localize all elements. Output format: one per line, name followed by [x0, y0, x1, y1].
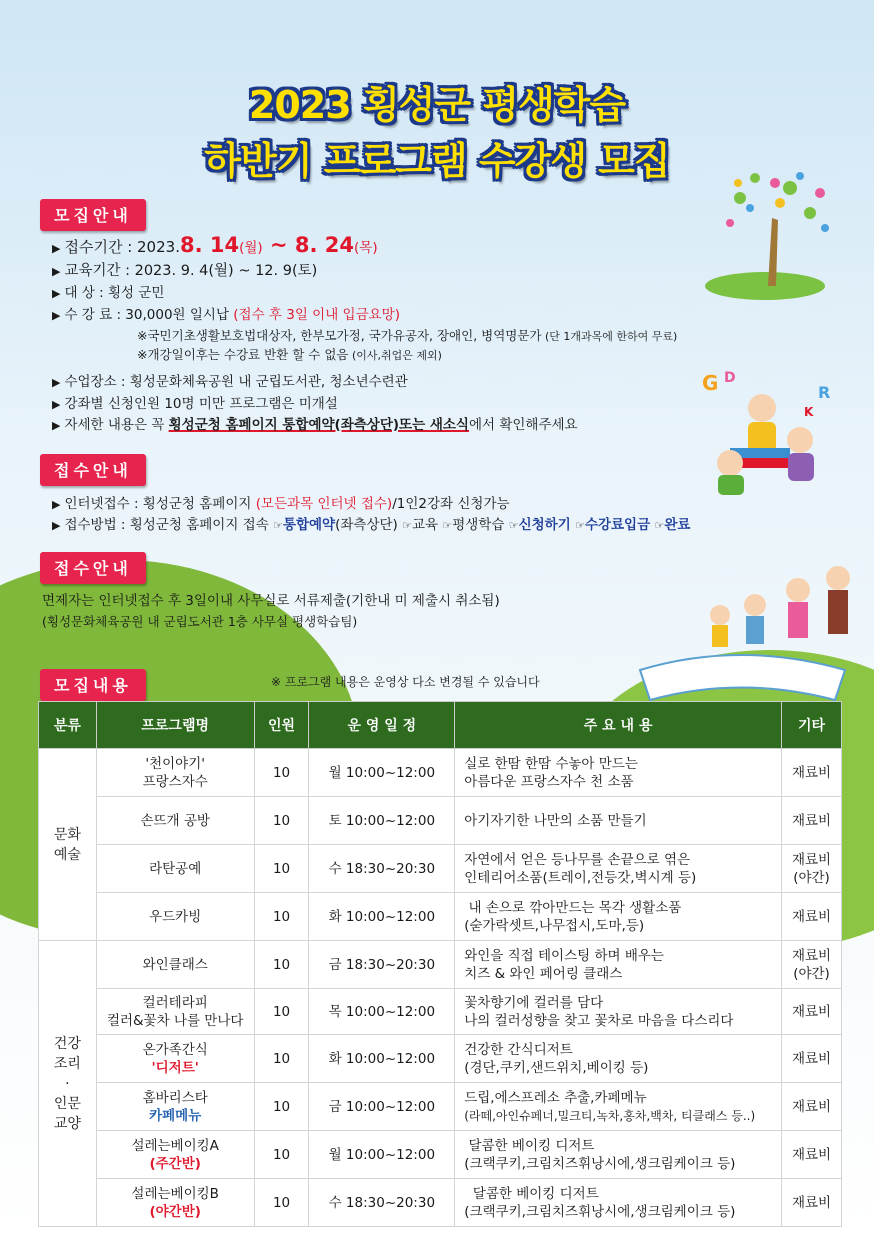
- schedule-cell-text: 금 10:00~12:00: [328, 1098, 436, 1115]
- etc-cell-text: 재료비: [791, 764, 832, 781]
- table-row: [39, 893, 842, 941]
- table-row: [39, 749, 842, 797]
- minimum-notice: ▶ 강좌별 신청인원 10명 미만 프로그램은 미개설: [52, 396, 338, 412]
- etc-cell-text: 재료비: [791, 851, 832, 868]
- content-cell-text: 치즈 & 와인 페어링 클래스: [464, 965, 623, 982]
- svg-text:G: G: [702, 371, 719, 395]
- internet-application: ▶ 인터넷접수 : 횡성군청 홈페이지 (모든과목 인터넷 접수)/1인2강좌 신청가능: [52, 496, 510, 512]
- program-name-cell-text: 온가족간식: [142, 1041, 208, 1058]
- program-name-cell: [96, 1179, 254, 1227]
- content-cell-text: 내 손으로 깎아만드는 목각 생활소품: [464, 899, 682, 916]
- detail-notice: ▶ 자세한 내용은 꼭 횡성군청 홈페이지 통합예약(좌측상단)또는 새소식에서 확인해주세요: [52, 417, 578, 433]
- header-content: 주 요 내 용: [455, 702, 782, 749]
- capacity-cell: [254, 749, 309, 797]
- table-row: [39, 845, 842, 893]
- table-row: [39, 1179, 842, 1227]
- change-notice: ※ 프로그램 내용은 운영상 다소 변경될 수 있습니다: [271, 675, 540, 689]
- svg-text:K: K: [804, 405, 814, 419]
- arrow-icon: ▶: [52, 309, 61, 322]
- program-name-cell-text: 컬러테라피: [142, 994, 208, 1011]
- schedule-cell: [309, 1179, 455, 1227]
- pointing-hand-icon: ☞: [273, 519, 283, 532]
- program-name-cell-text: '천이야기': [145, 755, 205, 772]
- arrow-icon: ▶: [52, 498, 61, 511]
- program-name-cell-text: '디저트': [151, 1059, 199, 1076]
- program-name-cell: [96, 749, 254, 797]
- program-name-cell-text: 컬러&꽃차 나를 만나다: [106, 1012, 244, 1029]
- capacity-cell: [254, 893, 309, 941]
- content-cell-text: 인테리어소품(트레이,전등갓,벽시계 등): [464, 869, 697, 886]
- etc-cell: [782, 989, 842, 1035]
- program-name-cell-text: 우드카빙: [149, 908, 202, 925]
- schedule-cell-text: 화 10:00~12:00: [328, 1050, 436, 1067]
- arrow-icon: ▶: [52, 242, 61, 255]
- program-table: [38, 701, 842, 1227]
- table-row: [39, 1131, 842, 1179]
- refund-note: ※개강일이후는 수강료 반환 할 수 없음 (이사,취업은 제외): [137, 347, 442, 362]
- content-cell: [455, 941, 782, 989]
- etc-cell: [782, 749, 842, 797]
- capacity-cell: [254, 989, 309, 1035]
- content-cell-text: 건강한 간식디저트: [464, 1041, 573, 1058]
- svg-text:D: D: [724, 370, 736, 386]
- content-cell-text: 달콤한 베이킹 디저트: [464, 1185, 599, 1202]
- application-method: ▶ 접수방법 : 횡성군청 홈페이지 접속 ☞통합예약(좌측상단) ☞교육 ☞평생학습 ☞신청하기 ☞수강료입금 ☞완료: [52, 517, 691, 533]
- program-name-cell: [96, 1035, 254, 1083]
- capacity-cell: [254, 797, 309, 845]
- table-row: [39, 797, 842, 845]
- header-program: 프로그램명: [96, 702, 254, 749]
- program-name-cell-text: 라탄공예: [149, 860, 202, 877]
- fee: ▶ 수 강 료 : 30,000원 일시납 (접수 후 3일 이내 입금요망): [52, 307, 400, 323]
- program-name-cell-text: 설레는베이킹B: [131, 1185, 219, 1202]
- page-title-line1: 2023 횡성군 평생학습: [248, 83, 626, 127]
- table-row: [39, 1083, 842, 1131]
- schedule-cell: [309, 749, 455, 797]
- program-name-cell: [96, 1083, 254, 1131]
- capacity-cell: [254, 1179, 309, 1227]
- etc-cell-text: 재료비: [791, 812, 832, 829]
- content-cell-text: 와인을 직접 테이스팅 하며 배우는: [464, 947, 664, 964]
- pointing-hand-icon: ☞: [575, 519, 585, 532]
- schedule-cell: [309, 893, 455, 941]
- etc-cell-text: 재료비: [791, 908, 832, 925]
- category-cell: 건강 조리 · 인문 교양: [39, 941, 97, 1227]
- capacity-cell-text: 10: [272, 908, 291, 925]
- schedule-cell-text: 목 10:00~12:00: [328, 1003, 436, 1020]
- children-on-book-illustration: [620, 560, 860, 720]
- table-header-row: [39, 702, 842, 749]
- program-name-cell-text: 손뜨개 공방: [140, 812, 210, 829]
- table-row: [39, 1035, 842, 1083]
- capacity-cell: [254, 1083, 309, 1131]
- program-name-cell-text: 카페메뉴: [149, 1107, 202, 1124]
- etc-cell: [782, 1179, 842, 1227]
- content-cell: [455, 1035, 782, 1083]
- content-cell-text: 실로 한땀 한땀 수놓아 만드는: [464, 755, 638, 772]
- arrow-icon: ▶: [52, 287, 61, 300]
- arrow-icon: ▶: [52, 398, 61, 411]
- pointing-hand-icon: ☞: [402, 519, 412, 532]
- program-name-cell-text: 설레는베이킹A: [131, 1137, 219, 1154]
- schedule-cell-text: 수 18:30~20:30: [328, 1194, 436, 1211]
- capacity-cell-text: 10: [272, 860, 291, 877]
- content-cell-text: (라떼,아인슈페너,밀크티,녹차,홍차,백차, 티클래스 등..): [464, 1108, 756, 1123]
- schedule-cell: [309, 1035, 455, 1083]
- program-name-cell: [96, 989, 254, 1035]
- content-cell: [455, 845, 782, 893]
- schedule-cell: [309, 989, 455, 1035]
- schedule-cell: [309, 797, 455, 845]
- class-place: ▶ 수업장소 : 횡성문화체육공원 내 군립도서관, 청소년수련관: [52, 374, 408, 390]
- program-name-cell-text: 홈바리스타: [142, 1089, 208, 1106]
- exemption-office: (횡성문화체육공원 내 군립도서관 1층 사무실 평생학습팀): [42, 614, 358, 629]
- recruit-content-badge: 모집내용: [40, 669, 146, 701]
- etc-cell: [782, 1131, 842, 1179]
- category-cell: 문화 예술: [39, 749, 97, 941]
- content-cell: [455, 989, 782, 1035]
- exemption-info-badge: 접수안내: [40, 552, 146, 584]
- pointing-hand-icon: ☞: [508, 519, 519, 532]
- arrow-icon: ▶: [52, 265, 61, 278]
- etc-cell-text: 재료비: [791, 947, 832, 964]
- content-cell-text: 나의 컬러성향을 찾고 꽃차로 마음을 다스리다: [464, 1012, 734, 1029]
- etc-cell-text: (야간): [793, 965, 830, 982]
- program-name-cell-text: 와인클래스: [142, 956, 208, 973]
- etc-cell-text: 재료비: [791, 1050, 832, 1067]
- schedule-cell: [309, 845, 455, 893]
- program-name-cell-text: (야간반): [149, 1203, 201, 1220]
- content-cell: [455, 1179, 782, 1227]
- schedule-cell: [309, 941, 455, 989]
- homepage-link[interactable]: 횡성군청 홈페이지 통합예약(좌측상단)또는 새소식: [168, 417, 469, 433]
- capacity-cell: [254, 1131, 309, 1179]
- schedule-cell-text: 화 10:00~12:00: [328, 908, 436, 925]
- content-cell-text: 드립,에스프레소 추출,카페메뉴: [464, 1089, 647, 1106]
- content-cell-text: 아기자기한 나만의 소품 만들기: [464, 812, 647, 829]
- content-cell: [455, 749, 782, 797]
- content-cell-text: (경단,쿠키,샌드위치,베이킹 등): [464, 1059, 649, 1076]
- recruit-info-badge: 모집안내: [40, 199, 146, 231]
- education-period: ▶ 교육기간 : 2023. 9. 4(월) ~ 12. 9(토): [52, 263, 318, 279]
- etc-cell-text: 재료비: [791, 1194, 832, 1211]
- pointing-hand-icon: ☞: [654, 519, 665, 532]
- arrow-icon: ▶: [52, 376, 61, 389]
- capacity-cell-text: 10: [272, 1194, 291, 1211]
- etc-cell-text: 재료비: [791, 1098, 832, 1115]
- header-etc: 기타: [782, 702, 842, 749]
- header-schedule: 운 영 일 정: [309, 702, 455, 749]
- program-name-cell: [96, 893, 254, 941]
- capacity-cell: [254, 845, 309, 893]
- content-cell-text: 자연에서 얻은 등나무를 손끝으로 엮은: [464, 851, 691, 868]
- header-capacity: 인원: [254, 702, 309, 749]
- program-name-cell: [96, 941, 254, 989]
- capacity-cell-text: 10: [272, 812, 291, 829]
- arrow-icon: ▶: [52, 519, 61, 532]
- content-cell-text: (숟가락셋트,나무접시,도마,등): [464, 917, 645, 934]
- program-name-cell: [96, 845, 254, 893]
- program-name-cell-text: (주간반): [149, 1155, 201, 1172]
- capacity-cell-text: 10: [272, 1050, 291, 1067]
- etc-cell: [782, 1083, 842, 1131]
- content-cell: [455, 1131, 782, 1179]
- program-name-cell: [96, 797, 254, 845]
- svg-text:R: R: [818, 383, 831, 402]
- etc-cell: [782, 893, 842, 941]
- etc-cell-text: 재료비: [791, 1146, 832, 1163]
- content-cell: [455, 1083, 782, 1131]
- reception-period: ▶ 접수기간 : 2023.8. 14(월) ~ 8. 24(목): [52, 233, 378, 257]
- program-name-cell-text: 프랑스자수: [142, 773, 208, 790]
- schedule-cell-text: 금 18:30~20:30: [328, 956, 436, 973]
- content-cell-text: (크랙쿠키,크림치즈휘낭시에,생크림케이크 등): [464, 1155, 736, 1172]
- program-name-cell: [96, 1131, 254, 1179]
- exemption-document-notice: 면제자는 인터넷접수 후 3일이내 사무실로 서류제출(기한내 미 제출시 취소됨): [42, 593, 500, 609]
- etc-cell: [782, 941, 842, 989]
- schedule-cell: [309, 1083, 455, 1131]
- exempt-note: ※국민기초생활보호법대상자, 한부모가정, 국가유공자, 장애인, 병역명문가 (단 1개과목에 한하여 무료): [137, 328, 678, 343]
- capacity-cell: [254, 1035, 309, 1083]
- schedule-cell-text: 토 10:00~12:00: [328, 812, 436, 829]
- table-row: [39, 941, 842, 989]
- target: ▶ 대 상 : 횡성 군민: [52, 285, 165, 301]
- arrow-icon: ▶: [52, 419, 61, 432]
- content-cell-text: (크랙쿠키,크림치즈휘낭시에,생크림케이크 등): [464, 1203, 736, 1220]
- page-title-line2: 하반기 프로그램 수강생 모집: [204, 139, 670, 183]
- table-row: [39, 989, 842, 1035]
- capacity-cell: [254, 941, 309, 989]
- etc-cell-text: (야간): [793, 869, 830, 886]
- capacity-cell-text: 10: [272, 1098, 291, 1115]
- schedule-cell-text: 월 10:00~12:00: [328, 764, 436, 781]
- pointing-hand-icon: ☞: [442, 519, 453, 532]
- capacity-cell-text: 10: [272, 1003, 291, 1020]
- application-info-badge: 접수안내: [40, 454, 146, 486]
- content-cell-text: 아름다운 프랑스자수 천 소품: [464, 773, 634, 790]
- capacity-cell-text: 10: [272, 764, 291, 781]
- content-cell: [455, 797, 782, 845]
- content-cell-text: 꽃차향기에 컬러를 담다: [464, 994, 604, 1011]
- tree-illustration: [680, 168, 850, 308]
- schedule-cell-text: 수 18:30~20:30: [328, 860, 436, 877]
- etc-cell: [782, 1035, 842, 1083]
- schedule-cell: [309, 1131, 455, 1179]
- etc-cell: [782, 845, 842, 893]
- etc-cell: [782, 797, 842, 845]
- schedule-cell-text: 월 10:00~12:00: [328, 1146, 436, 1163]
- etc-cell-text: 재료비: [791, 1003, 832, 1020]
- header-category: 분류: [39, 702, 97, 749]
- capacity-cell-text: 10: [272, 1146, 291, 1163]
- content-cell-text: 달콤한 베이킹 디저트: [464, 1137, 595, 1154]
- reading-seniors-illustration: [700, 368, 850, 498]
- capacity-cell-text: 10: [272, 956, 291, 973]
- content-cell: [455, 893, 782, 941]
